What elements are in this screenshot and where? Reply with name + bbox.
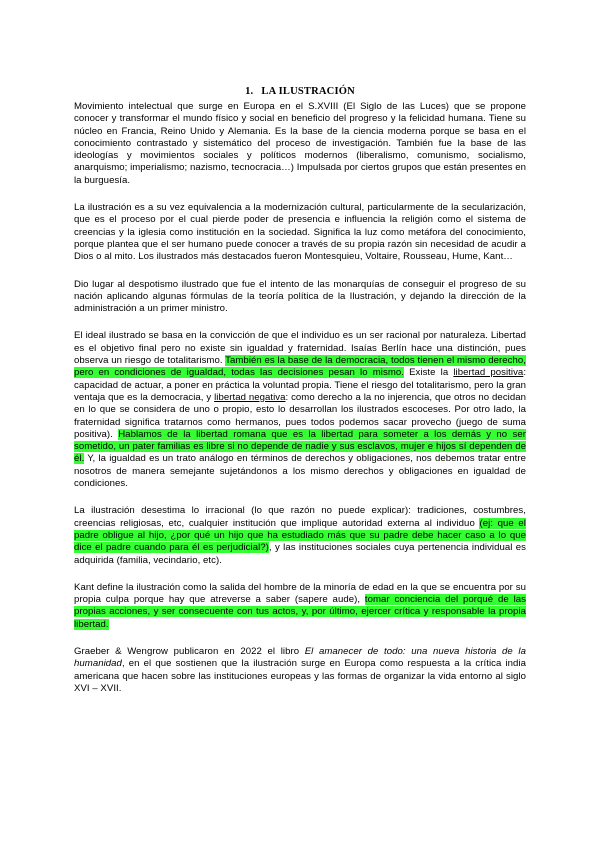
p5-highlight: (ej: que el padre obligue al hijo, ¿por qué un hijo que ha estudiado más que su padre debe hacer caso a lo que dice el padre cuando para él es perjudicial?): [74, 517, 526, 554]
p7-text-a: Graeber & Wengrow publicaron en 2022 el libro: [74, 645, 305, 657]
p5-text-a: La ilustración desestima lo irracional (lo que razón no puede explicar): tradiciones, costumbres, creencias religiosas, etc, cualquier institución que implique autoridad externa al individuo: [74, 505, 526, 529]
paragraph-1: Movimiento intelectual que surge en Europa en el S.XVIII (El Siglo de las Luces) que se propone conocer y transformar el mundo físico y social en beneficio del progreso y la felicidad humana. Tiene su núcleo en Francia, Reino Unido y Alemania. Es la base de la ciencia moderna porque se basa en el conocimiento contrastado y sistemático del proceso de investigación. También fue la base de las ideologías y movimientos sociales y políticos modernos (liberalismo, comunismo, socialismo, anarquismo; imperialismo; nazismo, tecnocracia…) Impulsada por ciertos grupos que están presentes en la burguesía.: [74, 101, 526, 186]
p6-highlight: tomar conciencia del porqué de las propias acciones, y ser consecuente con tus actos, y, por último, ejercer crítica y responsable la propia libertad.: [74, 594, 526, 630]
p4-text-d: : como derecho a la no injerencia, que otros no decidan en lo que se considera de uno o propio, esto lo desarrollan los ilustrados escoceses. Por otro lado, la fraternidad significa tratarnos como hermanos, pues todos podemos sacar provecho (juego de suma positiva).: [74, 391, 527, 440]
section-number: 1.: [245, 86, 254, 97]
paragraph-7: [74, 646, 526, 695]
p7-book-title: El amanecer de todo: una nueva historia de la humanidad: [74, 645, 526, 670]
paragraph-2: La ilustración es a su vez equivalencia a la modernización cultural, particularmente de la secularización, que es el proceso por el cual pierde poder de presencia e influencia la religión como el sistema de creencias y la iglesia como institución en la sociedad. Significa la luz como metáfora del conocimiento, porque plantea que el ser humano puede conocer a través de su propia razón sin necesidad de acudir a Dios o al mito. Los ilustrados más destacados fueron Montesquieu, Voltaire, Rousseau, Hume, Kant…: [74, 202, 526, 263]
paragraph-3: Dio lugar al despotismo ilustrado que fue el intento de las monarquías de conseguir el progreso de su nación aplicando algunas fórmulas de la teoría política de la Ilustración, y dejando la dirección de la administración a un primer ministro.: [74, 278, 526, 315]
paragraph-4: [74, 330, 526, 490]
p7-text-b: , en el que sostienen que la ilustración surge en Europa como respuesta a la crítica india americana que hacen sobre las instituciones europeas y las formas de organizar la vida entorno al siglo XVI – XVII.: [74, 658, 526, 694]
section-title-text: LA ILUSTRACIÓN: [261, 86, 355, 97]
p4-text-c: : capacidad de actuar, a poner en práctica la voluntad propia. Tiene el riesgo del totalitarismo, pero la gran ventaja que es la democracia, y: [74, 367, 527, 403]
p4-highlight-2: Hablamos de la libertad romana que es la libertad para someter a los demás y no ser sometido, un pater familias es libre si no depende de nadie y sus esclavos, mujer e hijos sí dependen de él.: [74, 428, 526, 465]
p6-text-a: Kant define la ilustración como la salida del hombre de la minoría de edad en la que se encuentra por su propia culpa porque hay que atreverse a saber (sapere aude),: [74, 581, 526, 606]
paragraph-5: [74, 505, 526, 566]
p4-text-b: Existe la: [403, 367, 454, 379]
p4-text-e: Y, la igualdad es un trato análogo en términos de derechos y obligaciones, nos debemos tratar entre nosotros de manera semejante sujetándonos a los mismo derechos y obligaciones en igualdad de condiciones.: [74, 453, 526, 490]
p4-underline-positive: libertad positiva: [453, 367, 524, 379]
paragraph-6: [74, 582, 526, 631]
p4-underline-negative: libertad negativa: [214, 391, 286, 403]
section-title: [74, 86, 526, 97]
p5-text-b: , y las instituciones sociales cuya pertenencia individual es adquirida (familia, vecindario, etc).: [74, 542, 527, 566]
p4-text-a: El ideal ilustrado se basa en la convicción de que el individuo es un ser racional por naturaleza. Libertad es el objetivo final pero no existe sin igualdad y fraternidad. Isaías Berlín hace una distinción, pues observa un riesgo de totalitarismo.: [74, 330, 526, 367]
p4-highlight-1: También es la base de la democracia, todos tienen el mismo derecho, pero en condiciones de igualdad, todas las decisiones pesan lo mismo.: [74, 355, 526, 379]
